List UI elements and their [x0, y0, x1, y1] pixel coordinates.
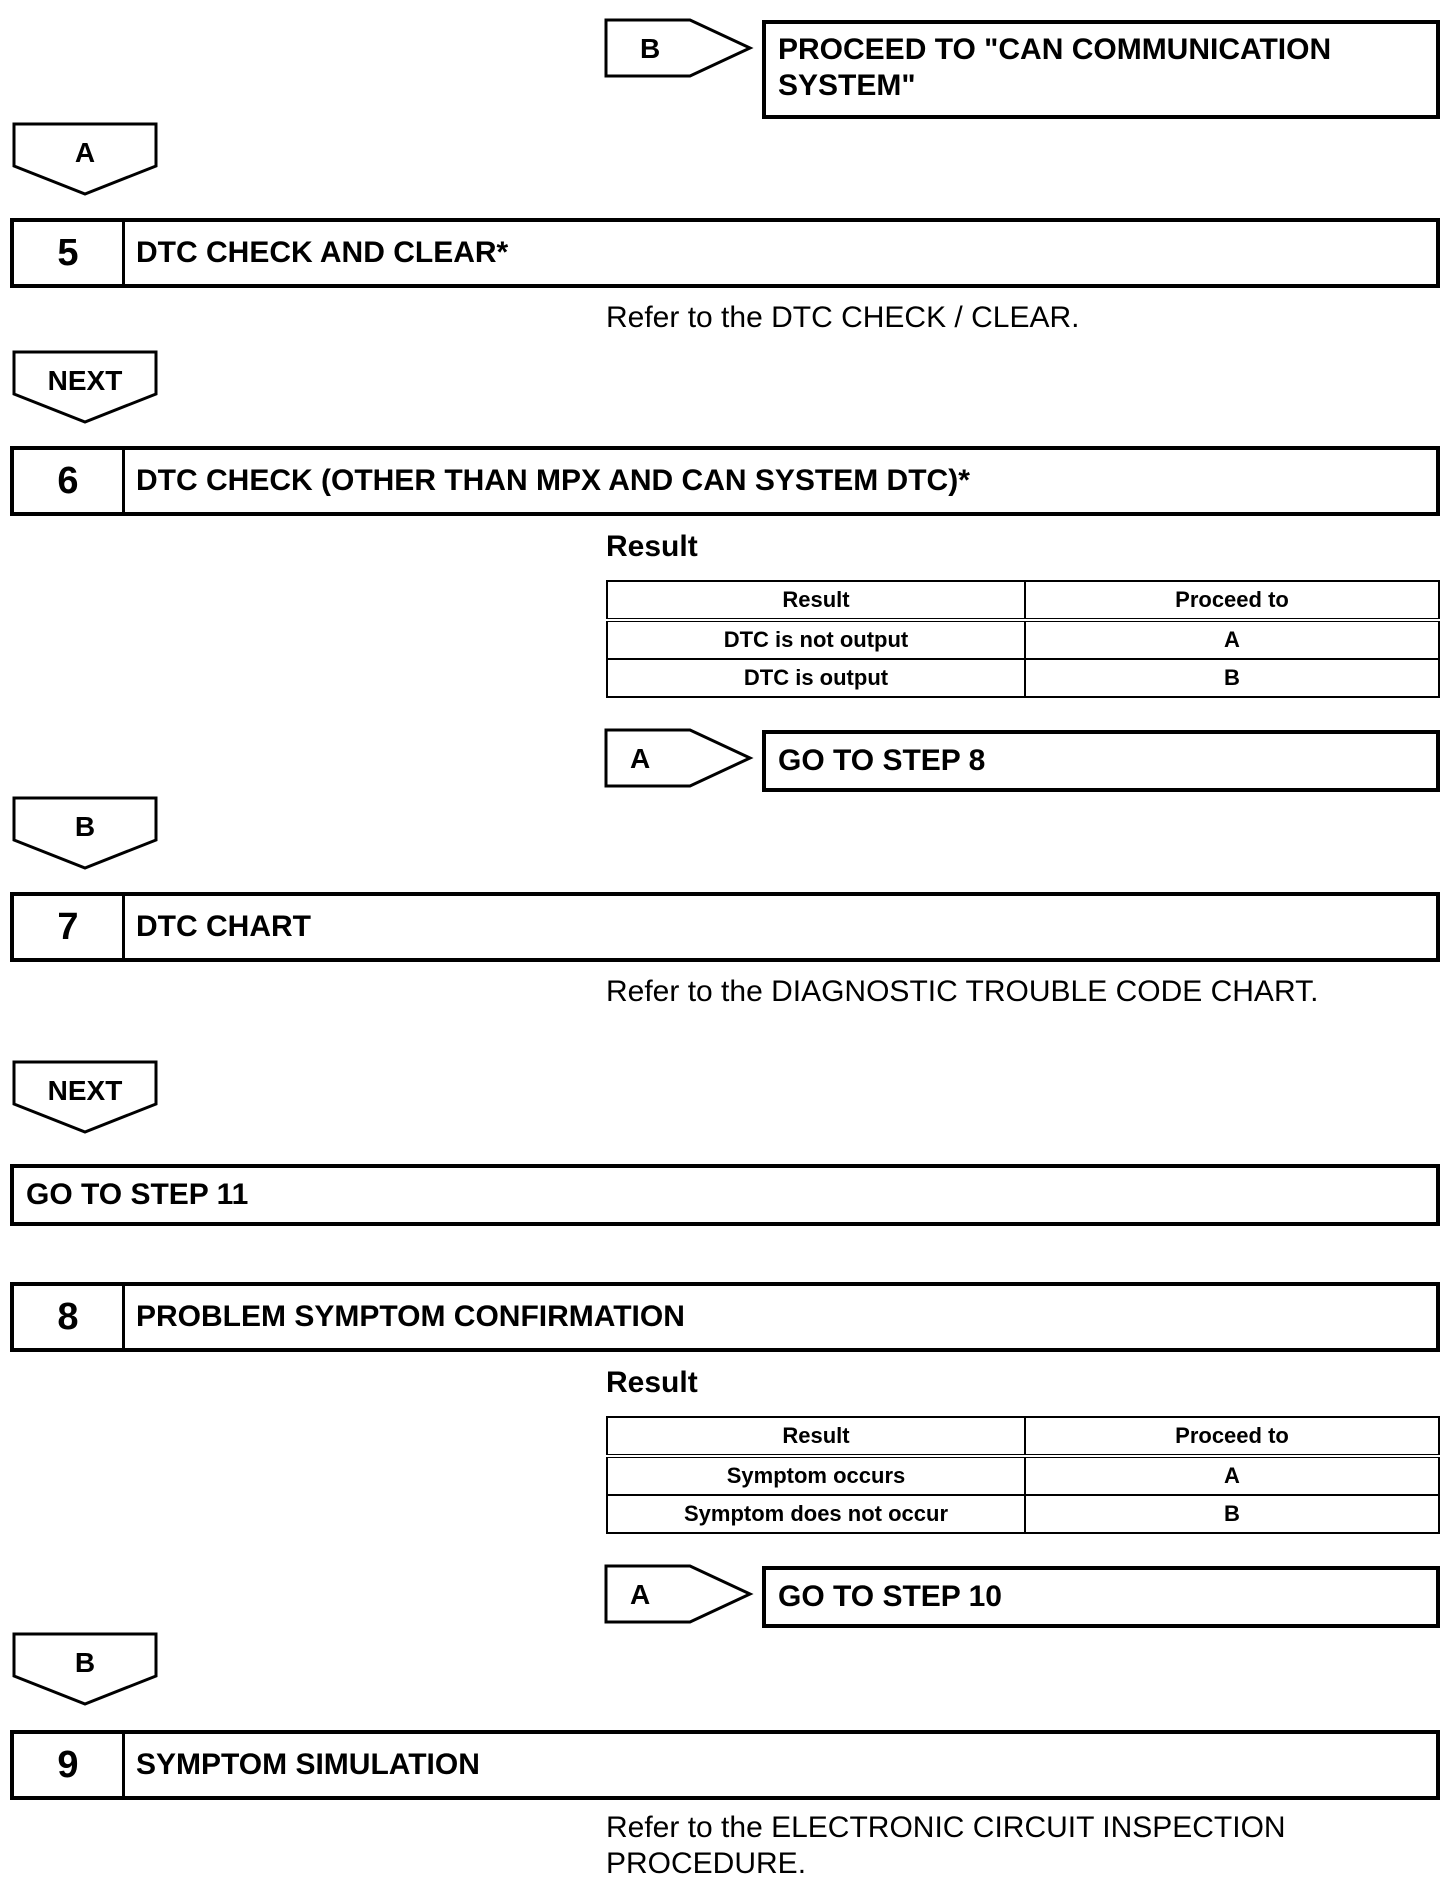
down-arrow-b-2-icon[interactable]	[12, 1632, 158, 1706]
table-row	[607, 1456, 1439, 1495]
table-header-cell: Result	[607, 581, 1025, 620]
branch-a-step8-arrow-icon[interactable]	[604, 728, 756, 790]
step-7-title: DTC CHART	[136, 910, 311, 943]
goto-step-8-text: GO TO STEP 8	[778, 744, 986, 777]
step-5-title: DTC CHECK AND CLEAR*	[136, 236, 509, 269]
goto-step-10-text: GO TO STEP 10	[778, 1580, 1002, 1613]
down-arrow-b-icon[interactable]	[12, 796, 158, 870]
table-cell: B	[1025, 1495, 1439, 1533]
down-arrow-a-label: A	[74, 137, 96, 168]
step-8-result-table	[606, 1416, 1440, 1534]
down-arrow-b-2-label: B	[74, 1647, 96, 1678]
down-arrow-next-2-label: NEXT	[47, 1075, 123, 1106]
proceed-can-box[interactable]	[762, 20, 1440, 119]
step-5-number: 5	[14, 222, 125, 284]
step-6-result-table	[606, 580, 1440, 698]
goto-step-8-box[interactable]	[762, 730, 1440, 792]
step-9-box	[10, 1730, 1440, 1800]
down-arrow-next-2-icon[interactable]	[12, 1060, 158, 1134]
step-7-box	[10, 892, 1440, 962]
table-row	[607, 659, 1439, 697]
goto-step-11-box[interactable]	[10, 1164, 1440, 1226]
table-header-row	[607, 581, 1439, 620]
step-5-ref: Refer to the DTC CHECK / CLEAR.	[606, 301, 1080, 334]
proceed-can-text: PROCEED TO "CAN COMMUNICATION SYSTEM"	[778, 33, 1332, 102]
goto-step-11-text: GO TO STEP 11	[26, 1178, 249, 1211]
branch-a-step10-label: A	[630, 1579, 651, 1610]
step-9-title: SYMPTOM SIMULATION	[136, 1748, 480, 1781]
table-header-cell: Result	[607, 1417, 1025, 1456]
table-header-cell: Proceed to	[1025, 1417, 1439, 1456]
down-arrow-next-icon[interactable]	[12, 350, 158, 424]
down-arrow-next-label: NEXT	[47, 365, 123, 396]
step-7-ref: Refer to the DIAGNOSTIC TROUBLE CODE CHART.	[606, 975, 1319, 1008]
step-6-box	[10, 446, 1440, 516]
down-arrow-b-label: B	[74, 811, 96, 842]
table-cell: DTC is not output	[607, 620, 1025, 659]
table-cell: A	[1025, 620, 1439, 659]
branch-b-label: B	[640, 33, 661, 64]
table-row	[607, 620, 1439, 659]
step-6-result-heading: Result	[606, 530, 698, 563]
table-cell: Symptom does not occur	[607, 1495, 1025, 1533]
step-8-number: 8	[14, 1286, 125, 1348]
step-8-result-heading: Result	[606, 1366, 698, 1399]
branch-b-arrow-icon[interactable]	[604, 18, 756, 80]
goto-step-10-box[interactable]	[762, 1566, 1440, 1628]
step-6-number: 6	[14, 450, 125, 512]
table-cell: Symptom occurs	[607, 1456, 1025, 1495]
step-7-number: 7	[14, 896, 125, 958]
down-arrow-a-icon[interactable]	[12, 122, 158, 196]
table-header-cell: Proceed to	[1025, 581, 1439, 620]
table-cell: DTC is output	[607, 659, 1025, 697]
table-cell: A	[1025, 1456, 1439, 1495]
table-cell: B	[1025, 659, 1439, 697]
step-8-title: PROBLEM SYMPTOM CONFIRMATION	[136, 1300, 685, 1333]
table-row	[607, 1495, 1439, 1533]
step-9-number: 9	[14, 1734, 125, 1796]
step-5-box	[10, 218, 1440, 288]
step-6-title: DTC CHECK (OTHER THAN MPX AND CAN SYSTEM DTC)*	[136, 464, 970, 497]
step-8-box	[10, 1282, 1440, 1352]
branch-a-step8-label: A	[630, 743, 651, 774]
branch-a-step10-arrow-icon[interactable]	[604, 1564, 756, 1626]
table-header-row	[607, 1417, 1439, 1456]
step-9-ref: Refer to the ELECTRONIC CIRCUIT INSPECTION PROCEDURE.	[606, 1811, 1286, 1880]
